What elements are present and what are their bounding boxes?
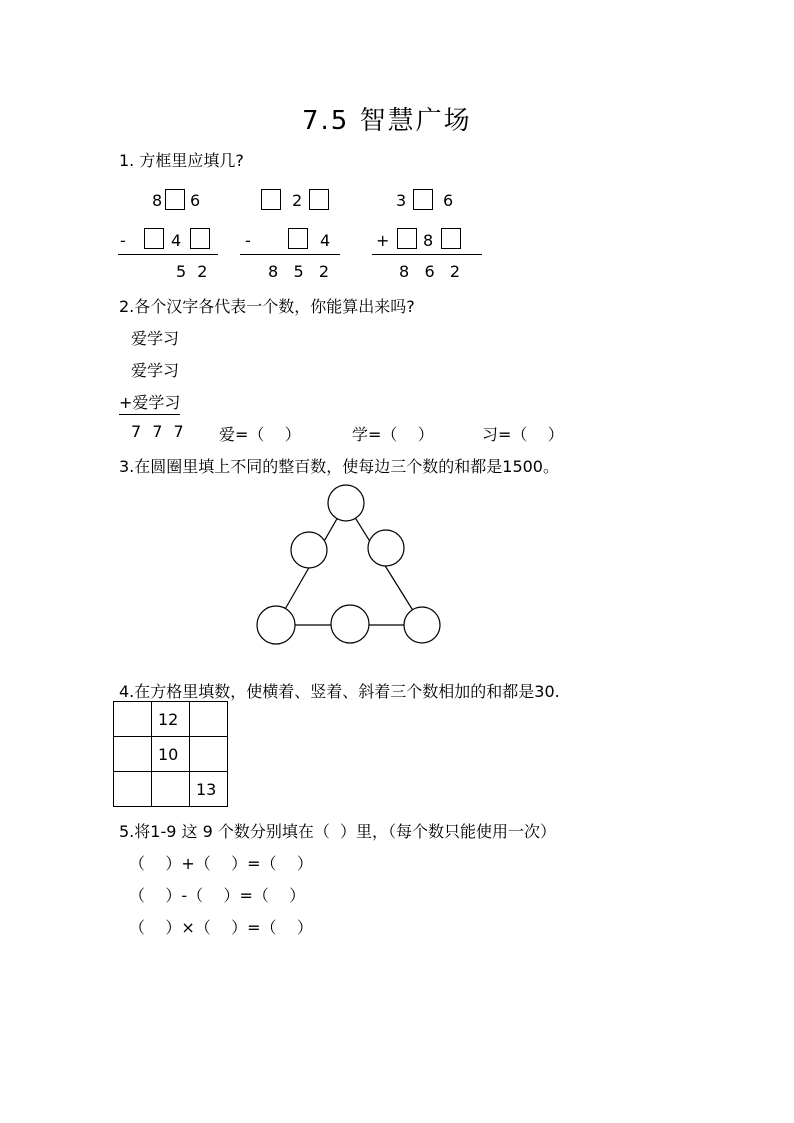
- q2-sum: 7 7 7: [131, 422, 187, 441]
- q5-subtraction-equation[interactable]: （ ）-（ ）=（ ）: [129, 886, 306, 905]
- question-3-prompt: 3.在圆圈里填上不同的整百数，使每边三个数的和都是1500。: [119, 457, 559, 476]
- eq2-result: 8 5 2: [268, 262, 330, 281]
- circle-bottom-mid[interactable]: [331, 605, 369, 643]
- eq1-operator: -: [120, 231, 126, 250]
- q2-answer-ai[interactable]: 爱=（ ）: [219, 425, 301, 444]
- q2-addend-2: 爱学习: [131, 361, 180, 380]
- eq3-top-digit-b: 6: [443, 191, 454, 210]
- circle-bottom-left[interactable]: [257, 606, 295, 644]
- eq2-mid-digit: 4: [320, 231, 331, 250]
- eq3-mid-digit: 8: [423, 231, 434, 250]
- question-4-prompt: 4.在方格里填数，使横着、竖着、斜着三个数相加的和都是30.: [119, 682, 560, 701]
- grid-cell-r1c3[interactable]: [190, 702, 228, 737]
- eq2-operator: -: [245, 231, 251, 250]
- eq3-operator: +: [376, 231, 390, 250]
- circle-right-mid[interactable]: [368, 530, 404, 566]
- grid-cell-r1c1[interactable]: [114, 702, 152, 737]
- eq1-result: 5 2: [176, 262, 211, 281]
- eq3-result: 8 6 2: [399, 262, 461, 281]
- question-2-prompt: 2.各个汉字各代表一个数，你能算出来吗?: [119, 297, 415, 316]
- eq3-top-digit-a: 3: [396, 191, 407, 210]
- question-1-prompt: 1. 方框里应填几?: [119, 151, 244, 170]
- grid-cell-r3c1[interactable]: [114, 772, 152, 807]
- page-title: 7.5 智慧广场: [302, 106, 472, 136]
- q5-multiplication-equation[interactable]: （ ）×（ ）=（ ）: [129, 918, 313, 937]
- grid-cell-r2c3[interactable]: [190, 737, 228, 772]
- q2-addend-1: 爱学习: [131, 329, 180, 348]
- eq1-top-digit-a: 8: [152, 191, 163, 210]
- circle-bottom-right[interactable]: [404, 607, 440, 643]
- eq2-top-digit: 2: [292, 191, 303, 210]
- grid-cell-r2c2: 10: [152, 737, 190, 772]
- q2-answer-xi[interactable]: 习=（ ）: [482, 425, 564, 444]
- circle-left-mid[interactable]: [291, 532, 327, 568]
- magic-square-grid: [113, 701, 228, 807]
- eq1-mid-digit: 4: [171, 231, 182, 250]
- eq1-top-digit-b: 6: [190, 191, 201, 210]
- question-5-prompt: 5.将1-9 这 9 个数分别填在（ ）里，（每个数只能使用一次）: [119, 822, 557, 841]
- grid-cell-r2c1[interactable]: [114, 737, 152, 772]
- q5-addition-equation[interactable]: （ ）+（ ）=（ ）: [129, 854, 313, 873]
- grid-cell-r3c2[interactable]: [152, 772, 190, 807]
- grid-cell-r1c2: 12: [152, 702, 190, 737]
- q2-answer-xue[interactable]: 学=（ ）: [352, 425, 434, 444]
- grid-cell-r3c3: 13: [190, 772, 228, 807]
- q2-addend-3: +爱学习: [119, 390, 180, 415]
- circle-top[interactable]: [328, 485, 364, 521]
